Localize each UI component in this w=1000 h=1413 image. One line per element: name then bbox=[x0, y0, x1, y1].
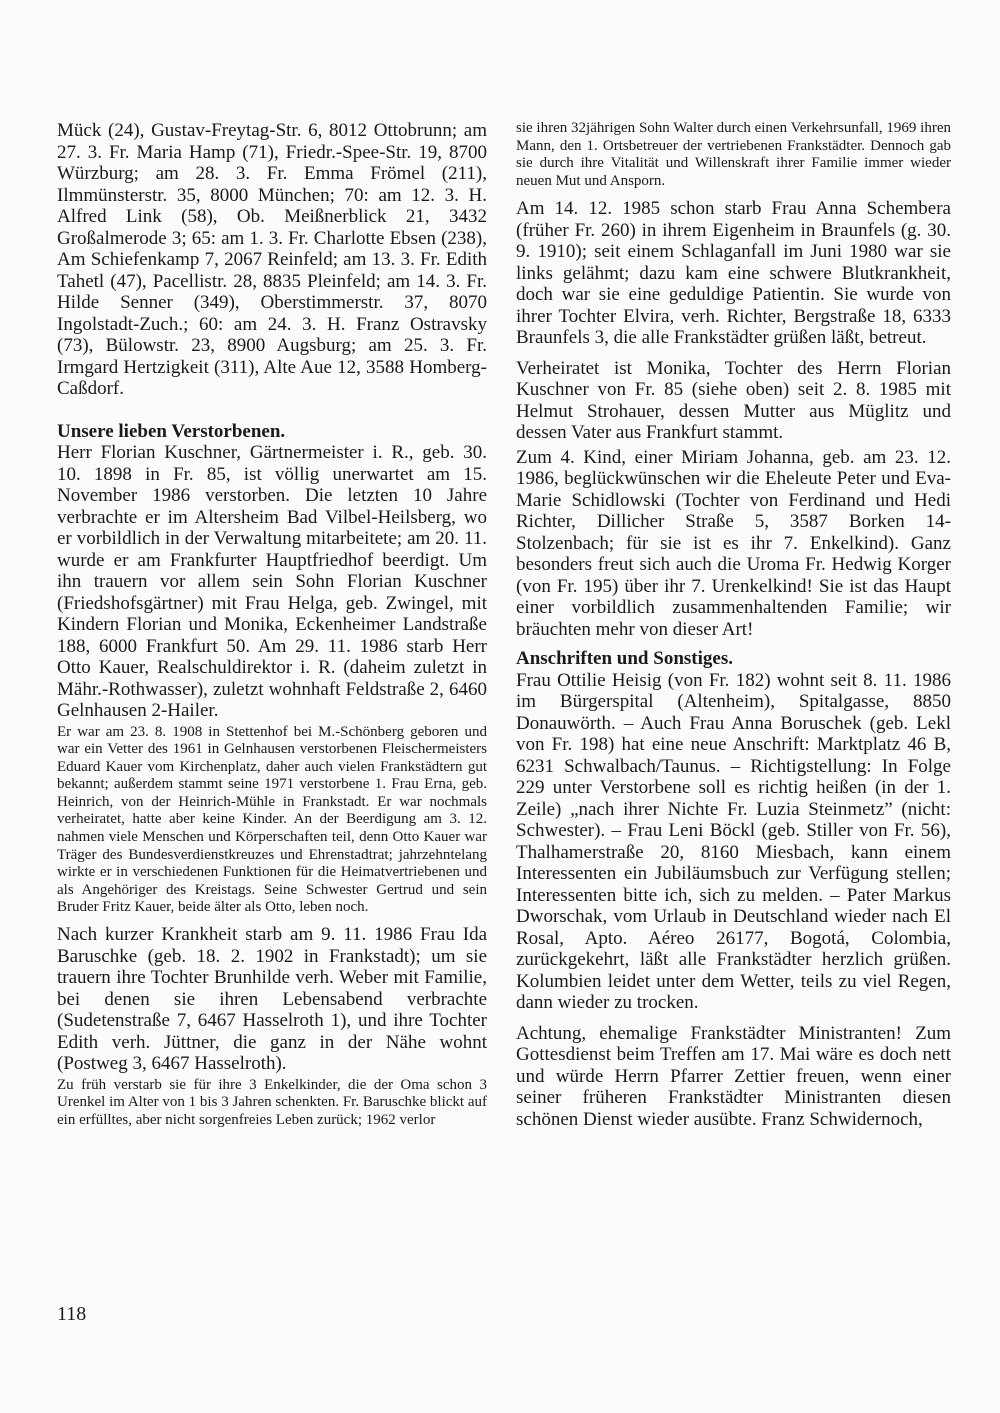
ministranten-paragraph: Achtung, ehemalige Frankstädter Ministranten! Zum Gottesdienst beim Treffen am 17. Mai wäre es doch nett und würde Herrn Pfarrer Zettier freuen, wenn einer seiner früheren Frankstädter Ministranten diesen schönen Dienst wieder ausübte. Franz Schwidernoch, bbox=[516, 1022, 951, 1130]
obituary-kuschner-kauer: Herr Florian Kuschner, Gärtnermeister i. R., geb. 30. 10. 1898 in Fr. 85, ist völlig unerwartet am 15. November 1986 verstorben. Die letzten 10 Jahre verbrachte er im Altersheim Bad Vilbel-Heilsberg, wo er vorbildlich in der Verwaltung mitarbeitete; am 20. 11. wurde er am Frankfurter Hauptfriedhof beerdigt. Um ihn trauern vor allem sein Sohn Florian Kuschner (Friedshofsgärtner) mit Frau Helga, geb. Zwingel, mit Kindern Florian und Monika, Eckenheimer Landstraße 188, 6000 Frankfurt 50. Am 29. 11. 1986 starb Herr Otto Kauer, Realschuldirektor i. R. (daheim zuletzt in Mähr.-Rothwasser), zuletzt wohnhaft Feldstraße 2, 6460 Gelnhausen 2-Hailer. bbox=[57, 442, 487, 721]
baruschke-continued: sie ihren 32jährigen Sohn Walter durch einen Verkehrsunfall, 1969 ihren Mann, den 1. Ortsbetreuer der vertriebenen Frankstädter. Dennoch gab sie durch ihre Vitalität und Willenskraft ihrer Familie immer wieder neuen Mut und Ansporn. bbox=[516, 120, 951, 189]
addresses-heading: Anschriften und Sonstiges. bbox=[516, 648, 733, 670]
deceased-heading: Unsere lieben Verstorbenen. bbox=[57, 420, 286, 442]
right-column bbox=[516, 120, 951, 1139]
birth-announcement: Zum 4. Kind, einer Miriam Johanna, geb. am 23. 12. 1986, beglückwünschen wir die Eheleute Peter und Eva-Marie Schidlowski (Tochter von Ferdinand und Hedi Richter, Dillicher Straße 5, 3587 Borken 14-Stolzenbach; für sie ist es ihr 7. Enkelkind). Ganz besonders freut sich auch die Uroma Fr. Hedwig Korger (von Fr. 195) über ihr 7. Urenkelkind! Sie ist das Haupt einer vorbildlich zusammenhaltenden Familie; wir bräuchten mehr von dieser Art! bbox=[516, 446, 951, 640]
wedding-announcement: Verheiratet ist Monika, Tochter des Herrn Florian Kuschner von Fr. 85 (siehe oben) seit 2. 8. 1985 mit Helmut Strohauer, dessen Mutter aus Müglitz und dessen Vater aus Frankfurt stammt. bbox=[516, 357, 951, 444]
obituary-kauer-detail: Er war am 23. 8. 1908 in Stettenhof bei M.-Schönberg geboren und war ein Vetter des 1961 in Gelnhausen verstorbenen Fleischermeisters Eduard Kauer vom Kirchenplatz, daher auch vielen Frankstädtern gut bekannt; außerdem stammt seine 1971 verstorbene 1. Frau Erna, geb. Heinrich, von der Heinrich-Mühle in Frankstadt. Er war nochmals verheiratet, hatte aber keine Kinder. An der Beerdigung am 3. 12. nahmen viele Menschen und Körperschaften teil, denn Otto Kauer war Träger des Bundesverdienstkreuzes und Ehrenstadtrat; jahrzehntelang wirkte er in verschiedenen Funktionen für die Heimatvertriebenen und als Angehöriger des Kreistags. Seine Schwester Gertrud und sein Bruder Fritz Kauer, beide älter als Otto, leben noch. bbox=[57, 723, 487, 916]
obituary-schembera: Am 14. 12. 1985 schon starb Frau Anna Schembera (früher Fr. 260) in ihrem Eigenheim in Braunfels (g. 30. 9. 1910); seit einem Schlaganfall im Juni 1980 war sie links gelähmt; dazu kam eine schwere Blutkrankheit, doch war sie eine geduldige Patientin. Sie wurde von ihrer Tochter Elvira, verh. Richter, Bergstraße 18, 6333 Braunfels 3, die alle Frankstädter grüßen läßt, betreut. bbox=[516, 198, 951, 349]
addresses-paragraph: Frau Ottilie Heisig (von Fr. 182) wohnt seit 8. 11. 1986 im Bürgerspital (Altenheim), Spitalgasse, 8850 Donauwörth. – Auch Frau Anna Boruschek (geb. Lekl von Fr. 198) hat eine neue Anschrift: Marktplatz 46 B, 6231 Schwalbach/Taunus. – Richtigstellung: In Folge 229 unter Verstorbene soll es richtig heißen (in der 1. Zeile) „nach ihrer Nichte Fr. Luzia Steinmetz” (nicht: Schwester). – Frau Leni Böckl (geb. Stiller von Fr. 56), Thalhamerstraße 20, 8160 Miesbach, kann einem Interessenten ein Jubiläumsbuch zur Verfügung stellen; Interessenten bitte ich, sich zu melden. – Pater Markus Dworschak, vom Urlaub in Deutschland wieder nach El Rosal, Apto. Aéreo 26177, Bogotá, Colombia, zurückgekehrt, läßt alle Frankstädter herzlich grüßen. Kolumbien leidet unter dem Wetter, teils zu viel Regen, dann wieder zu trocken. bbox=[516, 669, 951, 1014]
left-column bbox=[57, 120, 487, 1138]
obituary-baruschke: Nach kurzer Krankheit starb am 9. 11. 1986 Frau Ida Baruschke (geb. 18. 2. 1902 in Frankstadt); um sie trauern ihre Tochter Brunhilde verh. Weber mit Familie, bei denen sie ihren Lebensabend verbrachte (Sudetenstraße 7, 6467 Hasselroth 1), und ihre Tochter Edith verh. Jüttner, die ganz in der Nähe wohnt (Postweg 3, 6467 Hasselroth). bbox=[57, 924, 487, 1075]
birthday-list-paragraph: Mück (24), Gustav-Freytag-Str. 6, 8012 Ottobrunn; am 27. 3. Fr. Maria Hamp (71), Friedr.-Spee-Str. 19, 8700 Würzburg; am 28. 3. Fr. Emma Frömel (211), Ilmmünsterstr. 35, 8000 München; 70: am 12. 3. H. Alfred Link (58), Ob. Meißnerblick 21, 3432 Großalmerode 3; 65: am 1. 3. Fr. Charlotte Ebsen (238), Am Schiefenkamp 7, 2067 Reinfeld; am 13. 3. Fr. Edith Tahetl (47), Pacellistr. 28, 8835 Pleinfeld; am 14. 3. Fr. Hilde Senner (349), Oberstimmerstr. 37, 8070 Ingolstadt-Zuch.; 60: am 24. 3. H. Franz Ostravsky (73), Bülowstr. 23, 8900 Augsburg; am 25. 3. Fr. Irmgard Hertzigkeit (311), Alte Aue 12, 3588 Homberg-Caßdorf. bbox=[57, 120, 487, 399]
page-number: 118 bbox=[57, 1303, 87, 1325]
obituary-baruschke-detail: Zu früh verstarb sie für ihre 3 Enkelkinder, die der Oma schon 3 Urenkel im Alter von 1 bis 3 Jahren schenkten. Fr. Baruschke blickt auf ein erfülltes, aber nicht sorgenfreies Leben zurück; 1962 verlor bbox=[57, 1076, 487, 1128]
